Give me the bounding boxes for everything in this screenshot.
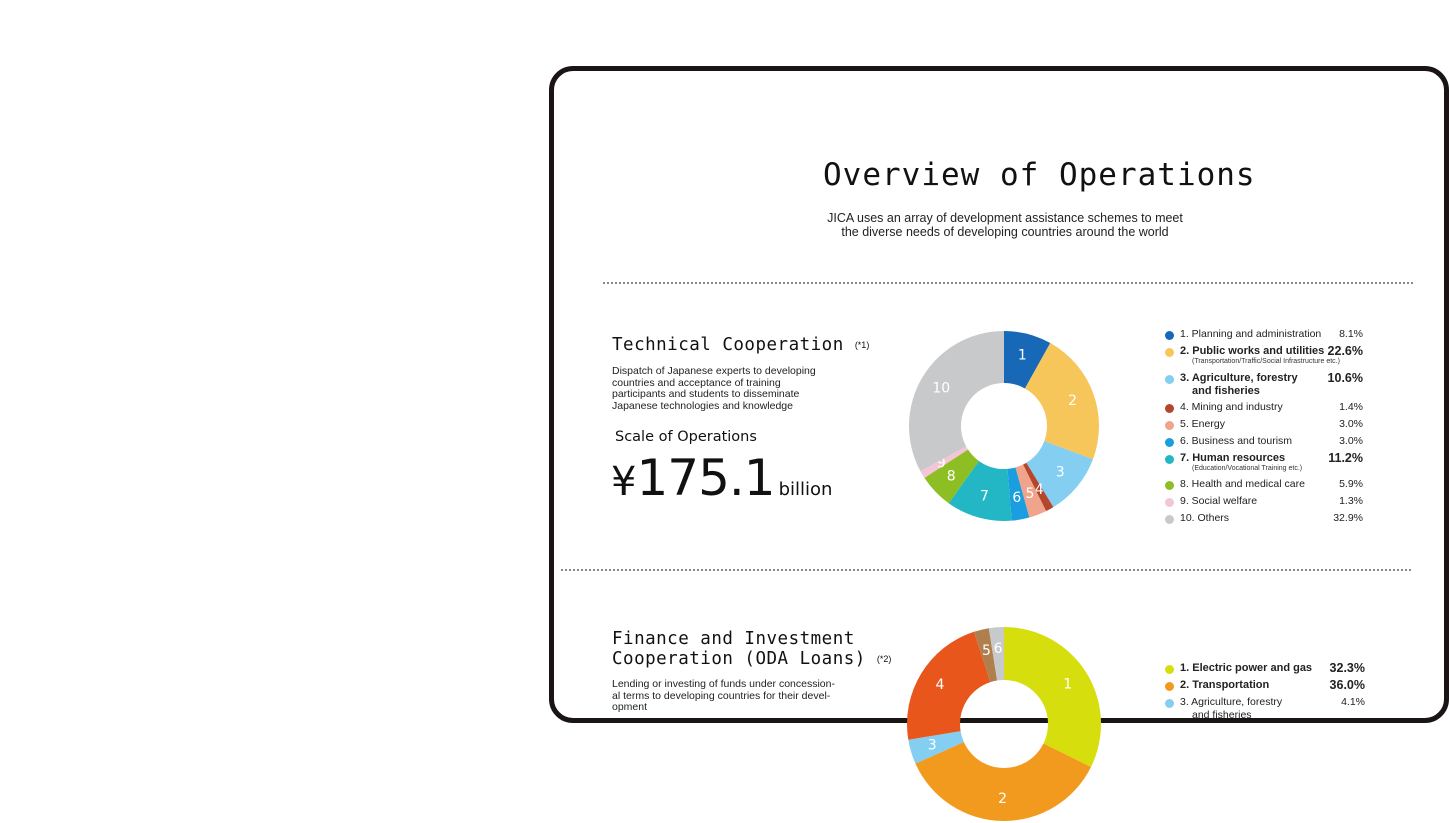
finance-note: (*2) [876,654,892,664]
finance-legend [1165,662,1367,722]
slice-label-3: 3 [1055,464,1065,481]
divider [603,282,1413,284]
slice-label-7: 7 [980,488,989,505]
legend-swatch [1165,375,1174,384]
legend-swatch [1165,699,1174,708]
page-subtitle [805,211,1205,239]
scale-label: Scale of Operations [615,429,757,445]
legend-percent: 5.9% [1339,478,1363,490]
scale-amount [611,449,832,507]
technical-description [612,366,816,412]
legend-percent: 11.2% [1328,451,1363,465]
legend-label-line2: and fisheries [1192,709,1252,721]
technical-title-text: Technical Cooperation [612,335,844,355]
desc-line: participants and students to disseminate [612,388,800,400]
legend-swatch [1165,331,1174,340]
slice-label-4: 4 [935,677,945,694]
divider [561,569,1411,571]
legend-label-line2: and fisheries [1192,385,1260,397]
donut-slice-10 [909,331,1004,471]
legend-swatch [1165,665,1174,674]
slice-label-5: 5 [1025,486,1035,503]
legend-label: 1. Planning and administration [1180,328,1322,340]
legend-label: 1. Electric power and gas [1180,662,1313,674]
slice-label-10: 10 [932,380,951,397]
desc-line: opment [612,701,648,713]
desc-line: al terms to developing countries for their devel- [612,689,831,702]
donut-slice-1 [1004,627,1101,767]
technical-donut-chart [909,331,1099,521]
finance-title [612,629,891,669]
slice-label-2: 2 [1068,392,1077,409]
subtitle-line: the diverse needs of developing countries around the world [841,225,1169,239]
legend-label: 8. Health and medical care [1180,478,1305,490]
legend-percent: 8.1% [1339,328,1363,340]
legend-swatch [1165,515,1174,524]
slice-label-4: 4 [1034,481,1044,498]
technical-legend [1165,328,1367,528]
finance-description [612,679,835,714]
donut-slice-4 [907,632,990,740]
slice-label-8: 8 [946,468,956,485]
slice-label-9: 9 [936,455,946,472]
legend-label: 3. Agriculture, forestry [1180,696,1283,708]
technical-title [612,335,869,355]
finance-title-line2: Cooperation (ODA Loans) [612,649,866,669]
legend-percent: 10.6% [1327,371,1363,385]
legend-percent: 3.0% [1339,418,1363,430]
legend-percent: 32.3% [1329,661,1365,675]
desc-line: Lending or investing of funds under concession- [612,678,835,690]
legend-sublabel: (Education/Vocational Training etc.) [1192,465,1303,472]
legend-label: 2. Transportation [1180,679,1270,691]
technical-note: (*1) [854,340,870,350]
legend-percent: 1.3% [1339,495,1363,507]
slice-label-1: 1 [1063,676,1073,693]
legend-percent: 3.0% [1339,435,1363,447]
legend-swatch [1165,498,1174,507]
legend-label: 9. Social welfare [1180,495,1258,507]
finance-donut-chart [905,625,1103,823]
desc-line: Japanese technologies and knowledge [612,399,793,412]
desc-line: Dispatch of Japanese experts to developing [612,365,816,377]
subtitle-line: JICA uses an array of development assistance schemes to meet [827,211,1183,225]
slice-label-2: 2 [998,790,1008,807]
legend-swatch [1165,404,1174,413]
legend-percent: 32.9% [1333,512,1363,524]
overview-card [549,66,1449,807]
legend-swatch [1165,682,1174,691]
legend-label: 7. Human resources [1180,452,1286,464]
legend-label: 10. Others [1180,512,1230,524]
legend-swatch [1165,438,1174,447]
amount-symbol: ¥ [611,459,637,505]
legend-label: 3. Agriculture, forestry [1180,372,1298,384]
amount-unit: billion [778,479,833,500]
legend-label: 5. Energy [1180,418,1225,430]
legend-percent: 1.4% [1339,401,1363,413]
legend-label: 4. Mining and industry [1180,401,1283,413]
slice-label-3: 3 [927,737,937,754]
legend-swatch [1165,481,1174,490]
desc-line: countries and acceptance of training [612,376,781,389]
legend-label: 2. Public works and utilities [1180,345,1325,357]
slice-label-6: 6 [1012,489,1022,506]
slice-label-1: 1 [1017,347,1027,364]
legend-sublabel: (Transportation/Traffic/Social Infrastructure etc.) [1192,358,1340,365]
slice-label-5: 5 [982,643,991,660]
legend-percent: 22.6% [1327,344,1363,358]
legend-swatch [1165,455,1174,464]
legend-percent: 36.0% [1329,678,1365,692]
legend-label: 6. Business and tourism [1180,435,1293,447]
page-title: Overview of Operations [823,157,1256,193]
legend-percent: 4.1% [1341,696,1365,708]
finance-title-line1: Finance and Investment [612,629,855,649]
legend-swatch [1165,421,1174,430]
amount-value: 175.1 [636,449,775,507]
slice-label-6: 6 [993,641,1003,658]
legend-swatch [1165,348,1174,357]
